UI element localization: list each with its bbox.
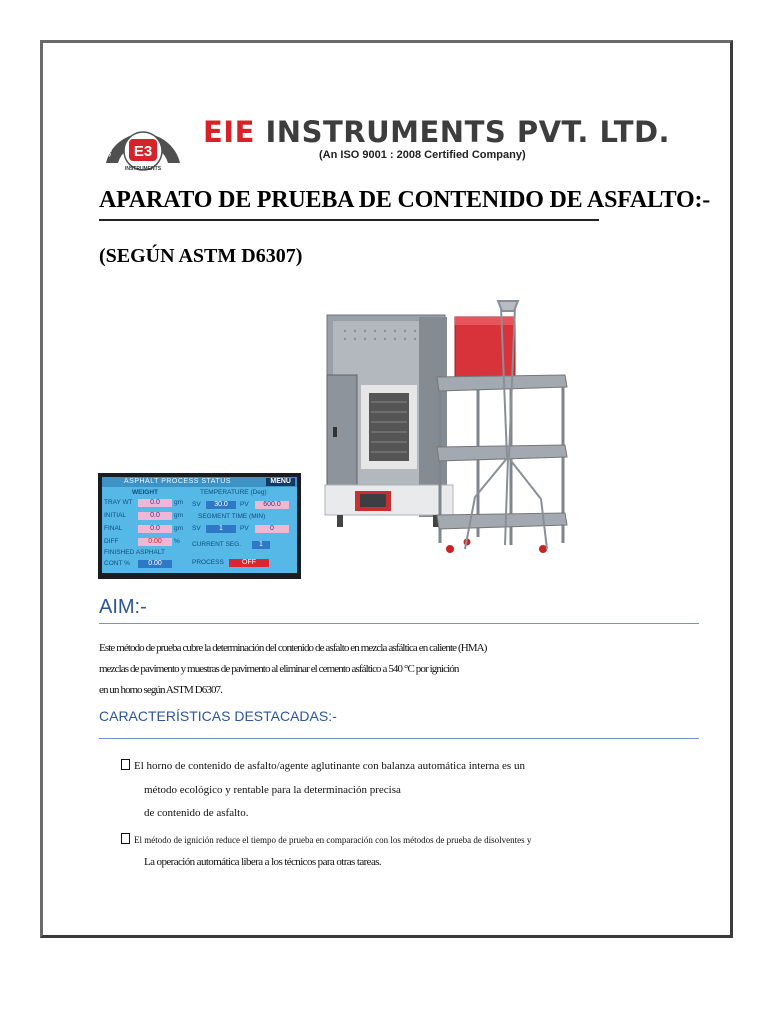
logo-caption: INSTRUMENTS: [124, 166, 162, 172]
tray-weight-label: TRAY WT: [104, 499, 133, 506]
bullet-box-icon: [121, 833, 130, 844]
aim-line-1: Este método de prueba cubre la determinación del contenido de asfalto en mezcla asfáltica en caliente (HMA): [99, 642, 487, 654]
tray-weight-unit: gm: [174, 499, 184, 506]
process-status-value: OFF: [229, 559, 269, 567]
final-weight-unit: gm: [174, 525, 184, 532]
diff-label: DIFF: [104, 538, 119, 545]
panel-header: [102, 477, 297, 487]
aim-heading: AIM:-: [99, 596, 147, 618]
final-weight-value: 0.0: [138, 525, 172, 533]
segment-sv-label: SV: [192, 525, 201, 532]
company-name: [203, 115, 670, 149]
bullet-box-icon: [121, 759, 130, 770]
current-seg-label: CURRENT SEG.: [192, 541, 241, 548]
control-panel-screen: [98, 473, 301, 579]
aim-rule: [99, 623, 699, 624]
final-weight-label: FINAL: [104, 525, 123, 532]
document-title: APARATO DE PRUEBA DE CONTENIDO DE ASFALTO:-: [99, 187, 711, 213]
diff-value: 0.00: [138, 538, 172, 546]
process-label: PROCESS: [192, 559, 224, 566]
aim-line-3: en un horno según ASTM D6307.: [99, 684, 223, 696]
features-heading: CARACTERÍSTICAS DESTACADAS:-: [99, 708, 337, 724]
document-subtitle: (SEGÚN ASTM D6307): [99, 245, 303, 267]
temperature-header: TEMPERATURE (Deg): [200, 489, 267, 496]
initial-weight-label: INITIAL: [104, 512, 127, 519]
cont-percent-value: 0.00: [138, 560, 172, 568]
certification-text: (An ISO 9001 : 2008 Certified Company): [319, 149, 526, 161]
feature-item-1: [121, 759, 525, 772]
feature-1-line-1: El horno de contenido de asfalto/agente aglutinante con balanza automática interna es un: [134, 760, 525, 772]
title-underline: [99, 219, 599, 221]
tray-weight-value: 0.0: [138, 499, 172, 507]
asphalt-oven-image: [315, 287, 605, 567]
feature-2-line-2: La operación automática libera a los técnicos para otras tareas.: [144, 856, 382, 868]
diff-unit: %: [174, 538, 180, 545]
temp-sv-value: 30.0: [206, 501, 236, 509]
weight-header: WEIGHT: [132, 489, 158, 496]
feature-2-line-1: El método de ignición reduce el tiempo de prueba en comparación con los métodos de prueba de disolventes y: [134, 835, 532, 845]
temp-pv-label: PV: [240, 501, 249, 508]
temp-sv-label: SV: [192, 501, 201, 508]
initial-weight-unit: gm: [174, 512, 184, 519]
feature-1-line-2: método ecológico y rentable para la determinación precisa: [144, 784, 401, 796]
feature-item-2: [121, 833, 531, 845]
finished-asphalt-label: FINISHED ASPHALT: [104, 549, 165, 556]
logo-mark: E3: [133, 143, 153, 160]
logo-ring-text: Sturdy, Elegant & Reliable: [105, 122, 179, 158]
segment-sv-value: 1: [206, 525, 236, 533]
segment-time-header: SEGMENT TIME (MIN): [198, 513, 266, 520]
feature-1-line-3: de contenido de asfalto.: [144, 807, 249, 819]
panel-menu-button[interactable]: MENU: [266, 478, 295, 486]
company-name-rest: INSTRUMENTS PVT. LTD.: [254, 115, 671, 149]
segment-pv-label: PV: [240, 525, 249, 532]
panel-title: ASPHALT PROCESS STATUS: [124, 478, 231, 485]
current-seg-value: 1: [252, 541, 270, 549]
document-page: [40, 40, 733, 938]
aim-line-2: mezclas de pavimento y muestras de pavimento al eliminar el cemento asfáltico a 540 °C por ignición: [99, 663, 459, 675]
initial-weight-value: 0.0: [138, 512, 172, 520]
temp-pv-value: 600.0: [255, 501, 289, 509]
segment-pv-value: 0: [255, 525, 289, 533]
features-rule: [99, 738, 699, 739]
company-name-prefix: EIE: [203, 115, 255, 149]
cont-percent-label: CONT %: [104, 560, 130, 567]
company-logo: [98, 111, 188, 173]
